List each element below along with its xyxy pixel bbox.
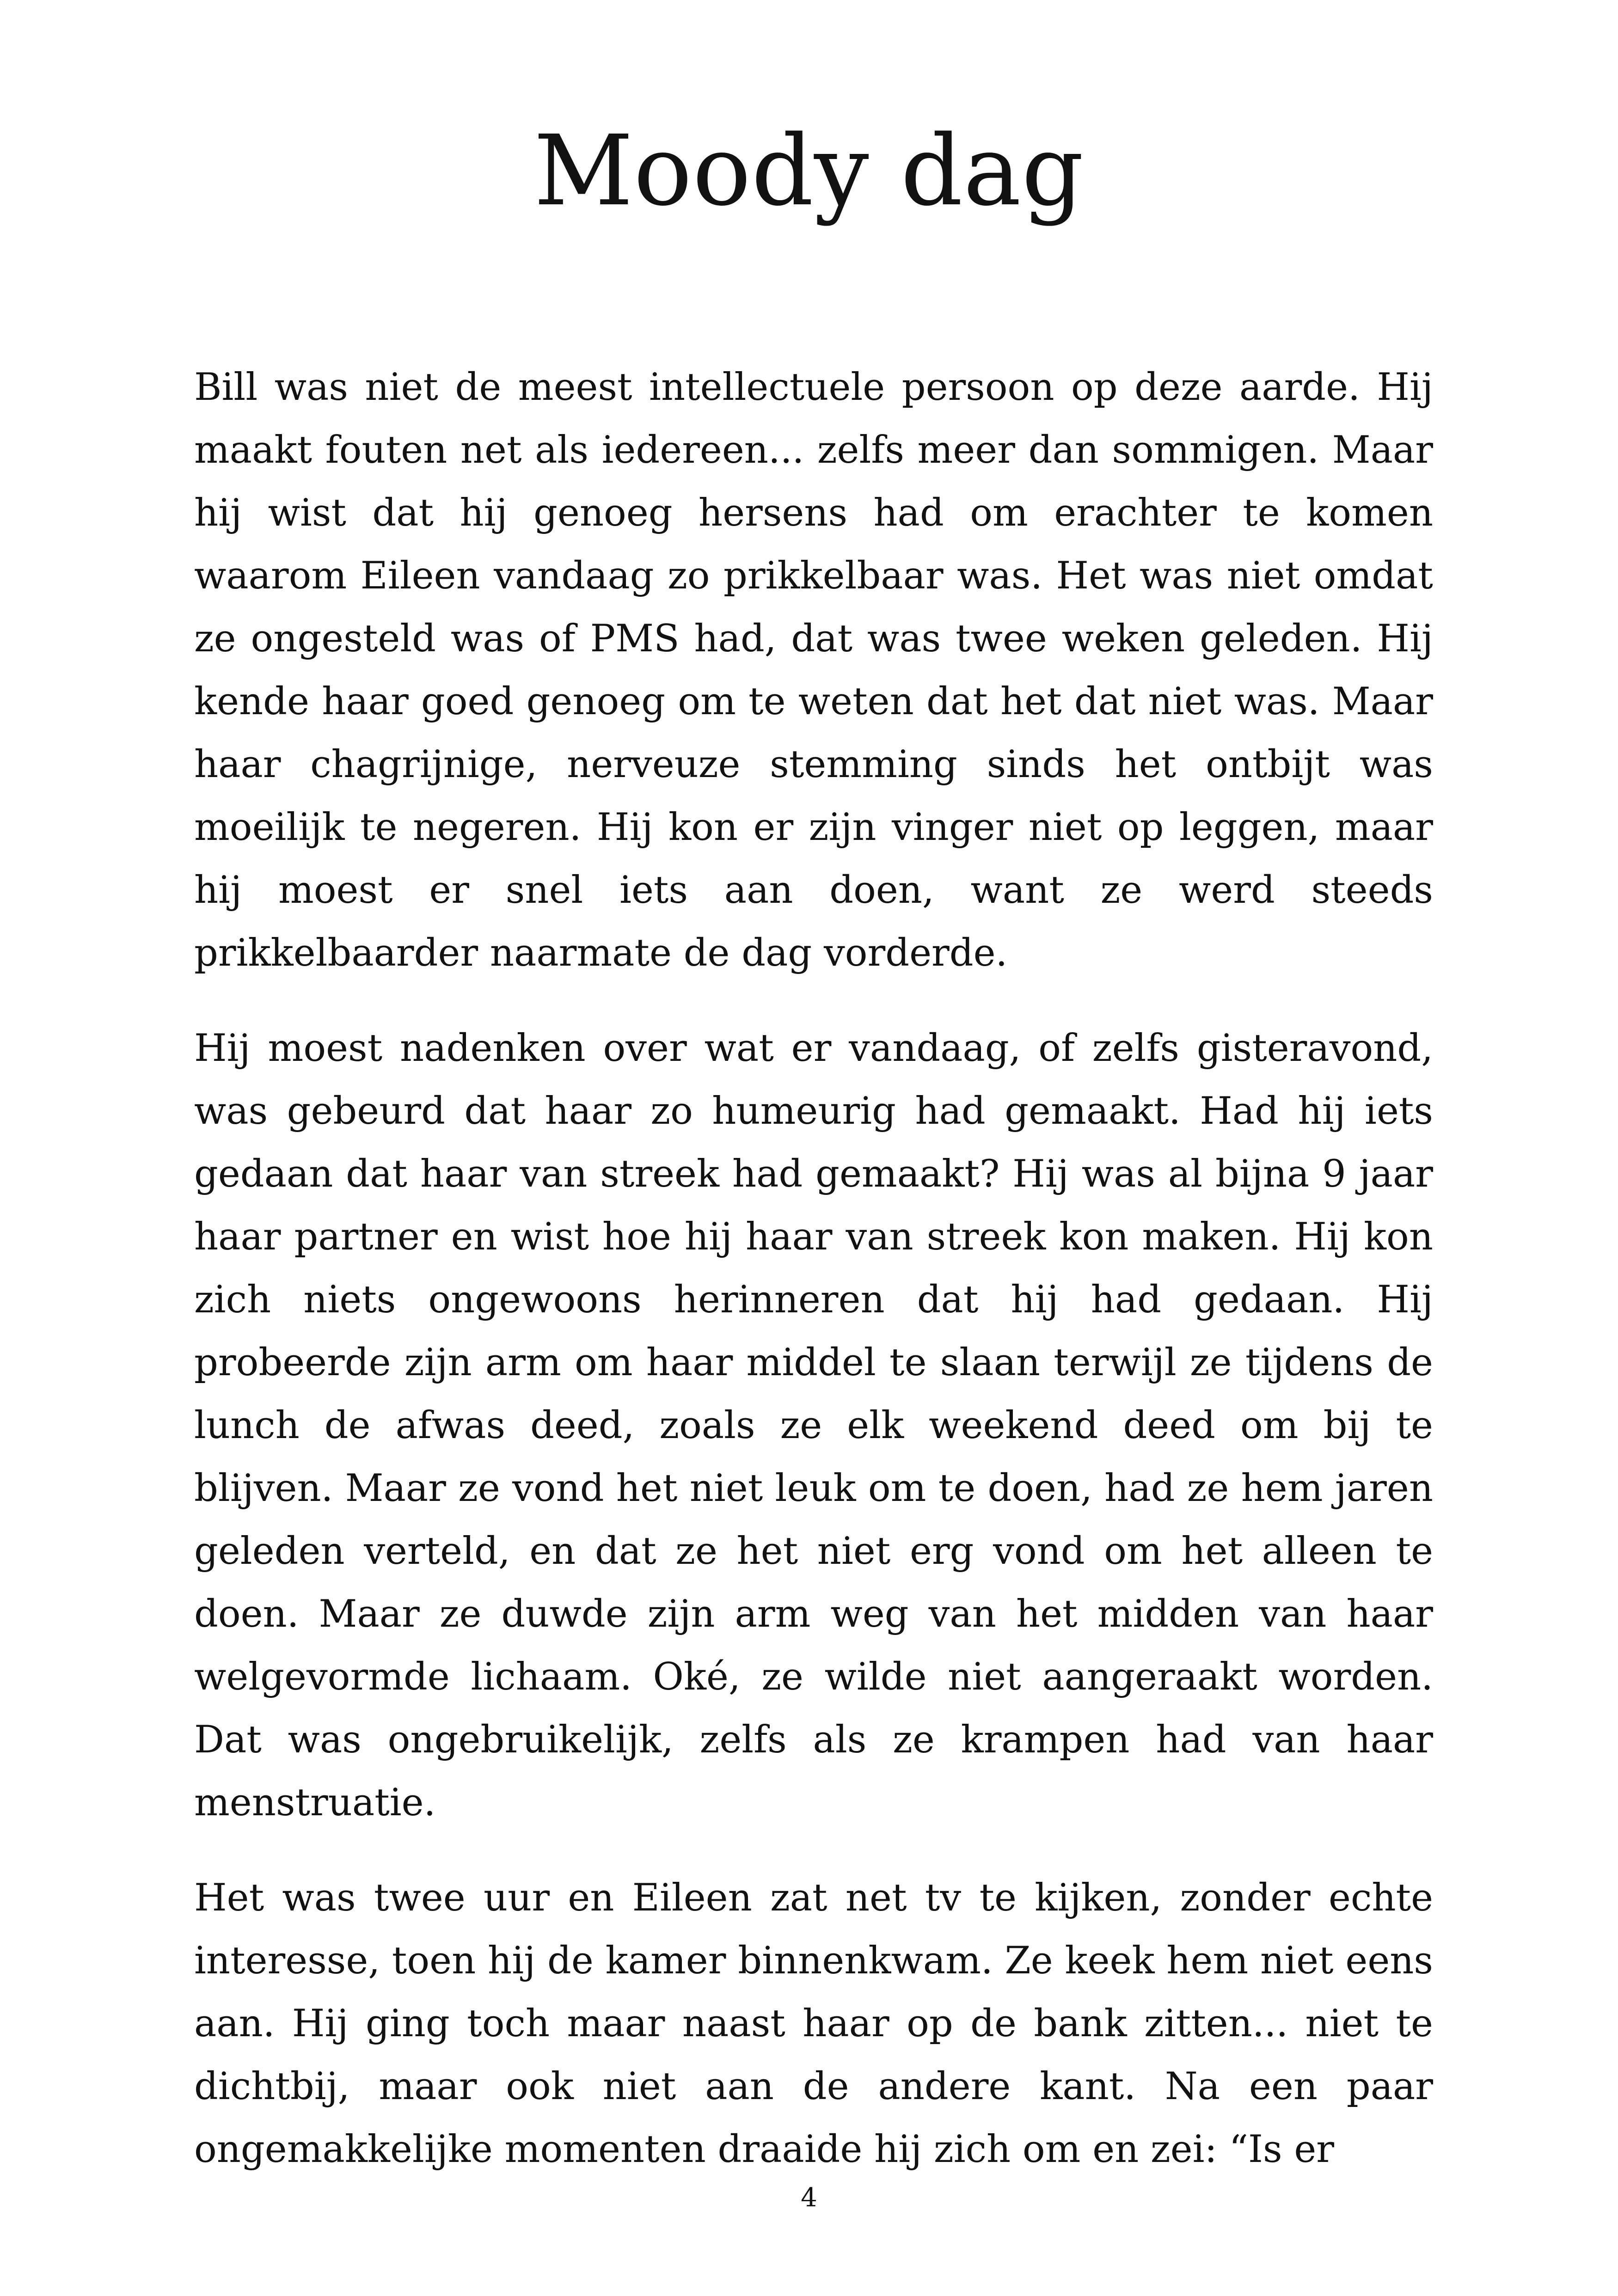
paragraph-1: Bill was niet de meest intellectuele persoon op deze aarde. Hij maakt fouten net als iedereen... zelfs meer dan sommigen. Maar hij wist dat hij genoeg hersens had om erachter te komen waarom Eileen vandaag zo prikkelbaar was. Het was niet omdat ze ongesteld was of PMS had, dat was twee weken geleden. Hij kende haar goed genoeg om te weten dat het dat niet was. Maar haar chagrijnige, nerveuze stemming sinds het ontbijt was moeilijk te negeren. Hij kon er zijn vinger niet op leggen, maar hij moest er snel iets aan doen, want ze werd steeds prikkelbaarder naarmate de dag vorderde. [194, 366, 1433, 975]
paragraph-2: Hij moest nadenken over wat er vandaag, of zelfs gisteravond, was gebeurd dat haar zo humeurig had gemaakt. Had hij iets gedaan dat haar van streek had gemaakt? Hij was al bijna 9 jaar haar partner en wist hoe hij haar van streek kon maken. Hij kon zich niets ongewoons herinneren dat hij had gedaan. Hij probeerde zijn arm om haar middel te slaan terwijl ze tijdens de lunch de afwas deed, zoals ze elk weekend deed om bij te blijven. Maar ze vond het niet leuk om te doen, had ze hem jaren geleden verteld, en dat ze het niet erg vond om het alleen te doen. Maar ze duwde zijn arm weg van het midden van haar welgevormde lichaam. Oké, ze wilde niet aangeraakt worden. Dat was ongebruikelijk, zelfs als ze krampen had van haar menstruatie. [194, 1027, 1433, 1825]
paragraph-3: Het was twee uur en Eileen zat net tv te kijken, zonder echte interesse, toen hij de kamer binnenkwam. Ze keek hem niet eens aan. Hij ging toch maar naast haar op de bank zitten... niet te dichtbij, maar ook niet aan de andere kant. Na een paar ongemakkelijke momenten draaide hij zich om en zei: “Is er [194, 1876, 1433, 2171]
page-number: 4 [801, 2183, 817, 2213]
chapter-title: Moody dag [533, 114, 1085, 227]
body-text [194, 356, 1433, 2213]
